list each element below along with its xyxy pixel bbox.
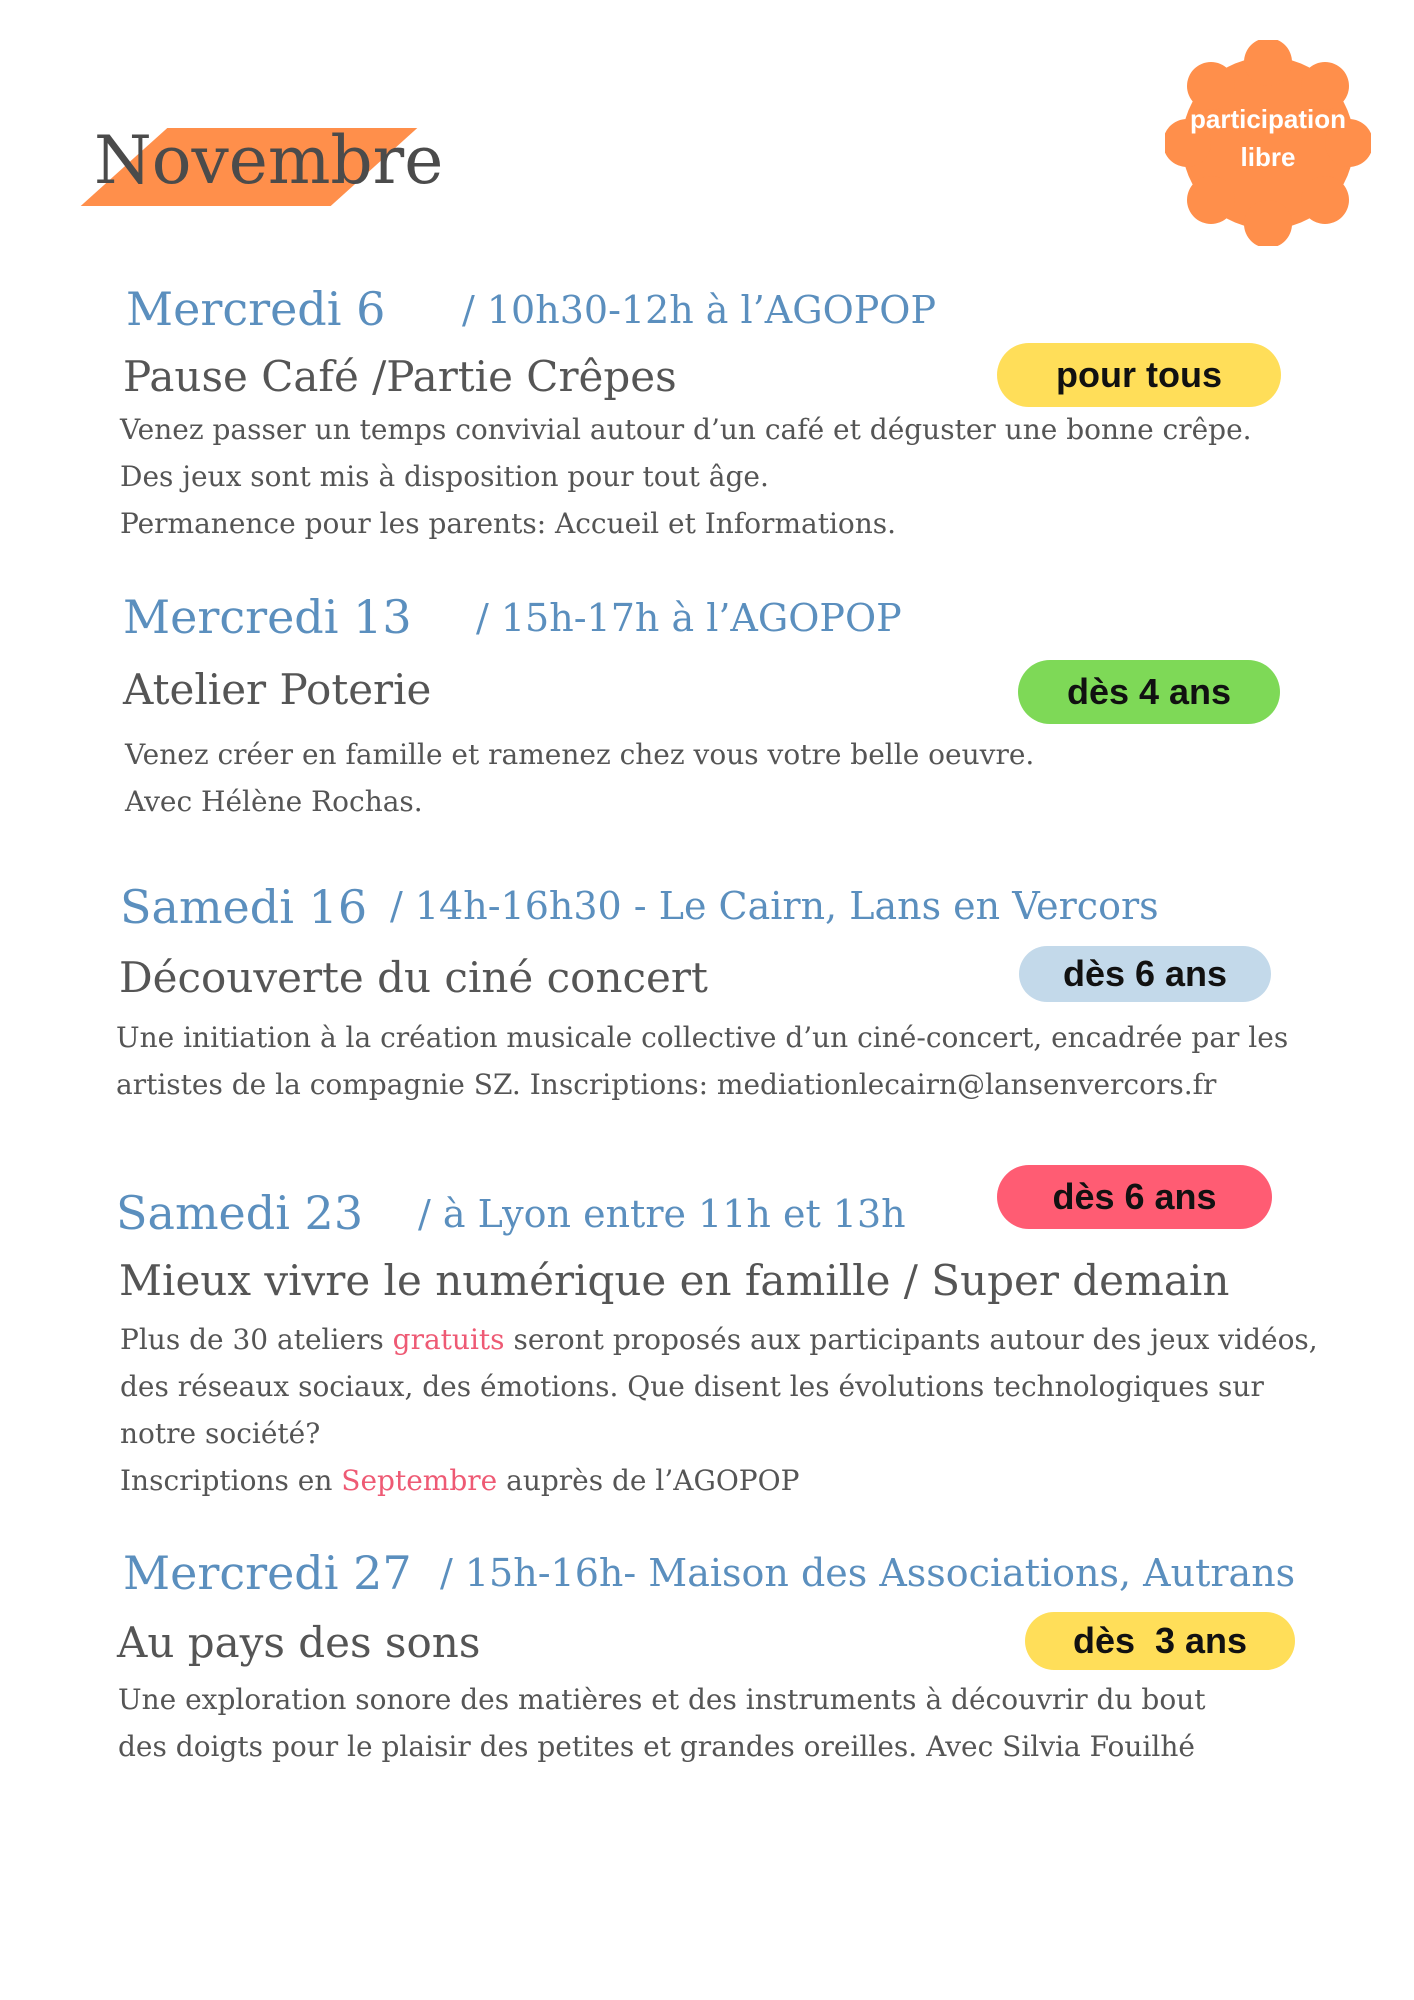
event-title: Mieux vivre le numérique en famille / Super demain [119, 1256, 1230, 1305]
event-date: Samedi 23 [116, 1186, 364, 1240]
participation-seal [1165, 40, 1371, 246]
description-line: artistes de la compagnie SZ. Inscriptions: mediationlecairn@lansenvercors.fr [116, 1068, 1217, 1101]
event-description [120, 406, 1252, 547]
event-title: Atelier Poterie [123, 665, 432, 714]
event-date: Samedi 16 [120, 880, 368, 934]
event-time-location: / 15h-16h- Maison des Associations, Autrans [440, 1551, 1296, 1595]
seal-text [1165, 100, 1371, 176]
event-title: Pause Café /Partie Crêpes [123, 352, 677, 401]
description-line: des doigts pour le plaisir des petites et grandes oreilles. Avec Silvia Fouilhé [118, 1730, 1195, 1763]
event-date: Mercredi 13 [123, 590, 412, 644]
description-line: Avec Hélène Rochas. [125, 785, 423, 818]
age-badge: dès 6 ans [1019, 946, 1271, 1002]
highlight-septembre: Septembre [341, 1464, 498, 1497]
highlight-gratuits: gratuits [392, 1323, 505, 1356]
event-description [125, 731, 1034, 825]
age-badge: pour tous [997, 343, 1281, 407]
description-line [120, 1316, 1318, 1363]
description-line: notre société? [120, 1417, 321, 1450]
age-badge: dès 4 ans [1018, 660, 1280, 724]
event-description [120, 1316, 1318, 1504]
event-title: Découverte du ciné concert [119, 953, 708, 1002]
age-badge: dès 3 ans [1025, 1612, 1295, 1670]
seal-line-1: participation [1189, 104, 1346, 134]
age-badge: dès 6 ans [997, 1165, 1272, 1229]
event-time-location: / 15h-17h à l’AGOPOP [476, 596, 902, 640]
text-run: seront proposés aux participants autour des jeux vidéos, [504, 1323, 1318, 1356]
event-description [116, 1014, 1288, 1108]
event-title: Au pays des sons [117, 1618, 481, 1667]
event-date: Mercredi 27 [123, 1546, 412, 1600]
event-date: Mercredi 6 [126, 282, 386, 336]
month-title: Novembre [94, 122, 444, 199]
event-description [118, 1676, 1205, 1770]
event-time-location: / 14h-16h30 - Le Cairn, Lans en Vercors [390, 884, 1159, 928]
event-time-location: / à Lyon entre 11h et 13h [418, 1192, 906, 1236]
description-line: Venez passer un temps convivial autour d’un café et déguster une bonne crêpe. [120, 413, 1252, 446]
seal-line-2: libre [1240, 142, 1296, 172]
text-run: Plus de 30 ateliers [120, 1323, 393, 1356]
description-line: des réseaux sociaux, des émotions. Que disent les évolutions technologiques sur [120, 1370, 1264, 1403]
text-run: Inscriptions en [120, 1464, 342, 1497]
description-line: Permanence pour les parents: Accueil et Informations. [120, 507, 897, 540]
month-header [94, 118, 444, 214]
description-line: Des jeux sont mis à disposition pour tout âge. [120, 460, 769, 493]
description-line: Une initiation à la création musicale collective d’un ciné-concert, encadrée par les [116, 1021, 1289, 1054]
description-line: Une exploration sonore des matières et des instruments à découvrir du bout [118, 1683, 1206, 1716]
description-line: Venez créer en famille et ramenez chez vous votre belle oeuvre. [125, 738, 1035, 771]
description-line [120, 1457, 1318, 1504]
event-time-location: / 10h30-12h à l’AGOPOP [462, 288, 937, 332]
text-run: auprès de l’AGOPOP [497, 1464, 800, 1497]
